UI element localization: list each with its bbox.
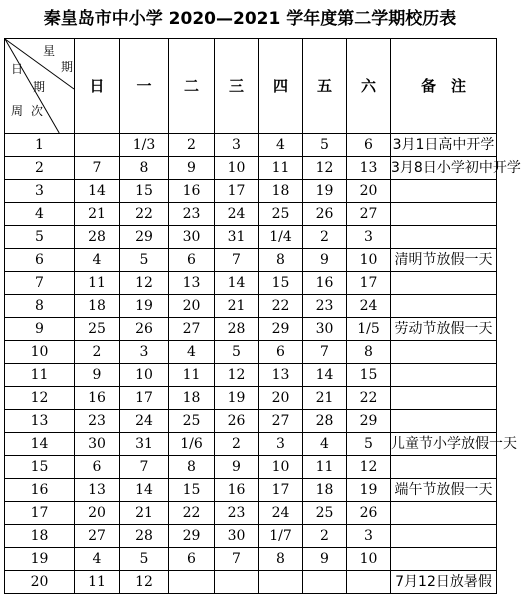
- day-cell-monday: 1/3: [120, 134, 169, 157]
- day-cell-saturday: 8: [347, 341, 391, 364]
- note-cell: [391, 364, 497, 387]
- table-row: [5, 548, 497, 571]
- corner-label-qi2: 期: [33, 80, 46, 94]
- day-cell-saturday: 12: [347, 456, 391, 479]
- table-row: [5, 433, 497, 456]
- week-number: 8: [5, 295, 75, 318]
- day-cell-thursday: 8: [259, 249, 303, 272]
- note-cell: [391, 203, 497, 226]
- day-cell-tuesday: 20: [169, 295, 215, 318]
- day-cell-friday: 25: [303, 502, 347, 525]
- day-cell-monday: 12: [120, 571, 169, 594]
- note-cell: 端午节放假一天: [391, 479, 497, 502]
- day-cell-thursday: 13: [259, 364, 303, 387]
- day-cell-thursday: 29: [259, 318, 303, 341]
- day-cell-thursday: 4: [259, 134, 303, 157]
- day-cell-thursday: 27: [259, 410, 303, 433]
- calendar-body: [5, 134, 521, 594]
- day-cell-saturday: 26: [347, 502, 391, 525]
- day-cell-thursday: 11: [259, 157, 303, 180]
- header-thursday: 四: [259, 39, 303, 134]
- day-cell-sunday: 28: [75, 226, 120, 249]
- day-cell-sunday: 27: [75, 525, 120, 548]
- week-number: 2: [5, 157, 75, 180]
- day-cell-thursday: 1/7: [259, 525, 303, 548]
- day-cell-thursday: 1/4: [259, 226, 303, 249]
- note-cell: [391, 410, 497, 433]
- day-cell-monday: 7: [120, 456, 169, 479]
- day-cell-saturday: 5: [347, 433, 391, 456]
- header-tuesday: 二: [169, 39, 215, 134]
- week-number: 16: [5, 479, 75, 502]
- day-cell-tuesday: 18: [169, 387, 215, 410]
- day-cell-tuesday: 23: [169, 203, 215, 226]
- table-row: [5, 203, 497, 226]
- week-number: 1: [5, 134, 75, 157]
- day-cell-monday: 10: [120, 364, 169, 387]
- day-cell-tuesday: 9: [169, 157, 215, 180]
- week-number: 18: [5, 525, 75, 548]
- day-cell-saturday: 10: [347, 249, 391, 272]
- header-notes: 备 注: [391, 39, 497, 134]
- day-cell-monday: 14: [120, 479, 169, 502]
- day-cell-saturday: 15: [347, 364, 391, 387]
- day-cell-sunday: 6: [75, 456, 120, 479]
- day-cell-friday: 5: [303, 134, 347, 157]
- day-cell-friday: 7: [303, 341, 347, 364]
- note-cell: [391, 226, 497, 249]
- table-row: [5, 318, 497, 341]
- day-cell-thursday: 18: [259, 180, 303, 203]
- day-cell-monday: 8: [120, 157, 169, 180]
- day-cell-saturday: 20: [347, 180, 391, 203]
- day-cell-tuesday: 6: [169, 249, 215, 272]
- note-cell: 劳动节放假一天: [391, 318, 497, 341]
- week-number: 20: [5, 571, 75, 594]
- day-cell-monday: 5: [120, 249, 169, 272]
- week-number: 14: [5, 433, 75, 456]
- week-number: 17: [5, 502, 75, 525]
- day-cell-wednesday: 17: [215, 180, 259, 203]
- day-cell-saturday: [347, 571, 391, 594]
- day-cell-saturday: 13: [347, 157, 391, 180]
- day-cell-thursday: 3: [259, 433, 303, 456]
- table-row: [5, 226, 497, 249]
- note-cell: 7月12日放暑假: [391, 571, 497, 594]
- day-cell-sunday: 25: [75, 318, 120, 341]
- header-friday: 五: [303, 39, 347, 134]
- day-cell-saturday: 17: [347, 272, 391, 295]
- day-cell-tuesday: 27: [169, 318, 215, 341]
- note-cell: 儿童节小学放假一天: [391, 433, 497, 456]
- header-wednesday: 三: [215, 39, 259, 134]
- day-cell-wednesday: 5: [215, 341, 259, 364]
- note-cell: [391, 341, 497, 364]
- day-cell-tuesday: 1/6: [169, 433, 215, 456]
- page-title: 秦皇岛市中小学 2020—2021 学年度第二学期校历表: [43, 9, 457, 29]
- day-cell-sunday: 18: [75, 295, 120, 318]
- day-cell-wednesday: 26: [215, 410, 259, 433]
- day-cell-tuesday: 15: [169, 479, 215, 502]
- day-cell-saturday: 3: [347, 525, 391, 548]
- day-cell-saturday: 29: [347, 410, 391, 433]
- day-cell-saturday: 10: [347, 548, 391, 571]
- day-cell-sunday: 14: [75, 180, 120, 203]
- day-cell-saturday: 6: [347, 134, 391, 157]
- day-cell-saturday: 24: [347, 295, 391, 318]
- week-number: 4: [5, 203, 75, 226]
- day-cell-wednesday: 21: [215, 295, 259, 318]
- day-cell-saturday: 19: [347, 479, 391, 502]
- table-row: [5, 479, 497, 502]
- table-row: [5, 502, 497, 525]
- day-cell-monday: 3: [120, 341, 169, 364]
- day-cell-wednesday: 9: [215, 456, 259, 479]
- day-cell-tuesday: 29: [169, 525, 215, 548]
- day-cell-tuesday: 13: [169, 272, 215, 295]
- note-cell: [391, 525, 497, 548]
- day-cell-monday: 17: [120, 387, 169, 410]
- day-cell-saturday: 22: [347, 387, 391, 410]
- day-cell-wednesday: 30: [215, 525, 259, 548]
- table-row: [5, 525, 497, 548]
- week-number: 6: [5, 249, 75, 272]
- week-number: 11: [5, 364, 75, 387]
- day-cell-friday: 28: [303, 410, 347, 433]
- day-cell-thursday: 8: [259, 548, 303, 571]
- table-row: [5, 180, 497, 203]
- day-cell-monday: 24: [120, 410, 169, 433]
- table-row: [5, 571, 497, 594]
- day-cell-friday: 12: [303, 157, 347, 180]
- day-cell-friday: 26: [303, 203, 347, 226]
- day-cell-friday: 2: [303, 226, 347, 249]
- day-cell-sunday: [75, 134, 120, 157]
- day-cell-wednesday: 7: [215, 249, 259, 272]
- table-row: [5, 364, 497, 387]
- table-row: [5, 456, 497, 479]
- day-cell-sunday: 2: [75, 341, 120, 364]
- day-cell-tuesday: 22: [169, 502, 215, 525]
- table-row: [5, 410, 497, 433]
- day-cell-wednesday: 14: [215, 272, 259, 295]
- day-cell-thursday: 20: [259, 387, 303, 410]
- day-cell-tuesday: 8: [169, 456, 215, 479]
- day-cell-sunday: 7: [75, 157, 120, 180]
- note-cell: [391, 548, 497, 571]
- day-cell-wednesday: 3: [215, 134, 259, 157]
- day-cell-sunday: 4: [75, 249, 120, 272]
- day-cell-friday: 30: [303, 318, 347, 341]
- day-cell-friday: 14: [303, 364, 347, 387]
- corner-label-ci: 次: [31, 104, 44, 118]
- day-cell-wednesday: 10: [215, 157, 259, 180]
- day-cell-thursday: 24: [259, 502, 303, 525]
- note-cell: [391, 502, 497, 525]
- day-cell-sunday: 23: [75, 410, 120, 433]
- table-row: [5, 157, 497, 180]
- day-cell-tuesday: 30: [169, 226, 215, 249]
- day-cell-wednesday: 19: [215, 387, 259, 410]
- week-number: 15: [5, 456, 75, 479]
- day-cell-sunday: 20: [75, 502, 120, 525]
- day-cell-friday: 4: [303, 433, 347, 456]
- day-cell-tuesday: 6: [169, 548, 215, 571]
- corner-label-ri: 日: [11, 62, 24, 76]
- day-cell-tuesday: 16: [169, 180, 215, 203]
- corner-label-zhou: 周: [11, 104, 24, 118]
- day-cell-friday: [303, 571, 347, 594]
- day-cell-sunday: 4: [75, 548, 120, 571]
- day-cell-friday: 9: [303, 249, 347, 272]
- day-cell-friday: 23: [303, 295, 347, 318]
- week-number: 5: [5, 226, 75, 249]
- note-cell: [391, 295, 497, 318]
- day-cell-friday: 9: [303, 548, 347, 571]
- table-row: [5, 295, 497, 318]
- day-cell-monday: 28: [120, 525, 169, 548]
- table-row: [5, 387, 497, 410]
- week-number: 3: [5, 180, 75, 203]
- note-cell: [391, 456, 497, 479]
- week-number: 9: [5, 318, 75, 341]
- corner-cell: [5, 39, 75, 134]
- day-cell-wednesday: 28: [215, 318, 259, 341]
- day-cell-monday: 21: [120, 502, 169, 525]
- day-cell-friday: 2: [303, 525, 347, 548]
- note-cell: 清明节放假一天: [391, 249, 497, 272]
- day-cell-thursday: 22: [259, 295, 303, 318]
- day-cell-monday: 22: [120, 203, 169, 226]
- day-cell-sunday: 11: [75, 272, 120, 295]
- day-cell-wednesday: 7: [215, 548, 259, 571]
- day-cell-wednesday: 31: [215, 226, 259, 249]
- day-cell-sunday: 16: [75, 387, 120, 410]
- day-cell-wednesday: 16: [215, 479, 259, 502]
- week-number: 19: [5, 548, 75, 571]
- day-cell-tuesday: [169, 571, 215, 594]
- note-cell: 3月8日小学初中开学: [391, 157, 497, 180]
- day-cell-thursday: 25: [259, 203, 303, 226]
- day-cell-friday: 11: [303, 456, 347, 479]
- header-sunday: 日: [75, 39, 120, 134]
- table-row: [5, 341, 497, 364]
- header-saturday: 六: [347, 39, 391, 134]
- header-monday: 一: [120, 39, 169, 134]
- day-cell-friday: 21: [303, 387, 347, 410]
- day-cell-thursday: [259, 571, 303, 594]
- note-cell: [391, 387, 497, 410]
- day-cell-wednesday: 2: [215, 433, 259, 456]
- day-cell-saturday: 3: [347, 226, 391, 249]
- note-cell: [391, 180, 497, 203]
- day-cell-sunday: 11: [75, 571, 120, 594]
- day-cell-monday: 26: [120, 318, 169, 341]
- day-cell-sunday: 30: [75, 433, 120, 456]
- school-calendar-table: [4, 38, 521, 594]
- day-cell-friday: 16: [303, 272, 347, 295]
- week-number: 7: [5, 272, 75, 295]
- day-cell-saturday: 1/5: [347, 318, 391, 341]
- week-number: 12: [5, 387, 75, 410]
- day-cell-wednesday: [215, 571, 259, 594]
- note-cell: 3月1日高中开学: [391, 134, 497, 157]
- day-cell-tuesday: 25: [169, 410, 215, 433]
- diagonal-header: [5, 39, 74, 133]
- corner-label-qi: 期: [61, 60, 74, 74]
- day-cell-monday: 19: [120, 295, 169, 318]
- day-cell-wednesday: 23: [215, 502, 259, 525]
- header-row: [5, 39, 497, 134]
- day-cell-monday: 12: [120, 272, 169, 295]
- week-number: 10: [5, 341, 75, 364]
- day-cell-tuesday: 11: [169, 364, 215, 387]
- day-cell-saturday: 27: [347, 203, 391, 226]
- corner-label-xing: 星: [43, 44, 56, 58]
- day-cell-monday: 15: [120, 180, 169, 203]
- day-cell-sunday: 13: [75, 479, 120, 502]
- day-cell-monday: 31: [120, 433, 169, 456]
- table-row: [5, 134, 497, 157]
- day-cell-thursday: 15: [259, 272, 303, 295]
- day-cell-thursday: 10: [259, 456, 303, 479]
- table-row: [5, 272, 497, 295]
- day-cell-wednesday: 12: [215, 364, 259, 387]
- day-cell-friday: 19: [303, 180, 347, 203]
- day-cell-thursday: 17: [259, 479, 303, 502]
- day-cell-thursday: 6: [259, 341, 303, 364]
- table-row: [5, 249, 497, 272]
- day-cell-wednesday: 24: [215, 203, 259, 226]
- day-cell-monday: 29: [120, 226, 169, 249]
- day-cell-monday: 5: [120, 548, 169, 571]
- day-cell-tuesday: 2: [169, 134, 215, 157]
- week-number: 13: [5, 410, 75, 433]
- note-cell: [391, 272, 497, 295]
- day-cell-sunday: 9: [75, 364, 120, 387]
- day-cell-friday: 18: [303, 479, 347, 502]
- day-cell-tuesday: 4: [169, 341, 215, 364]
- day-cell-sunday: 21: [75, 203, 120, 226]
